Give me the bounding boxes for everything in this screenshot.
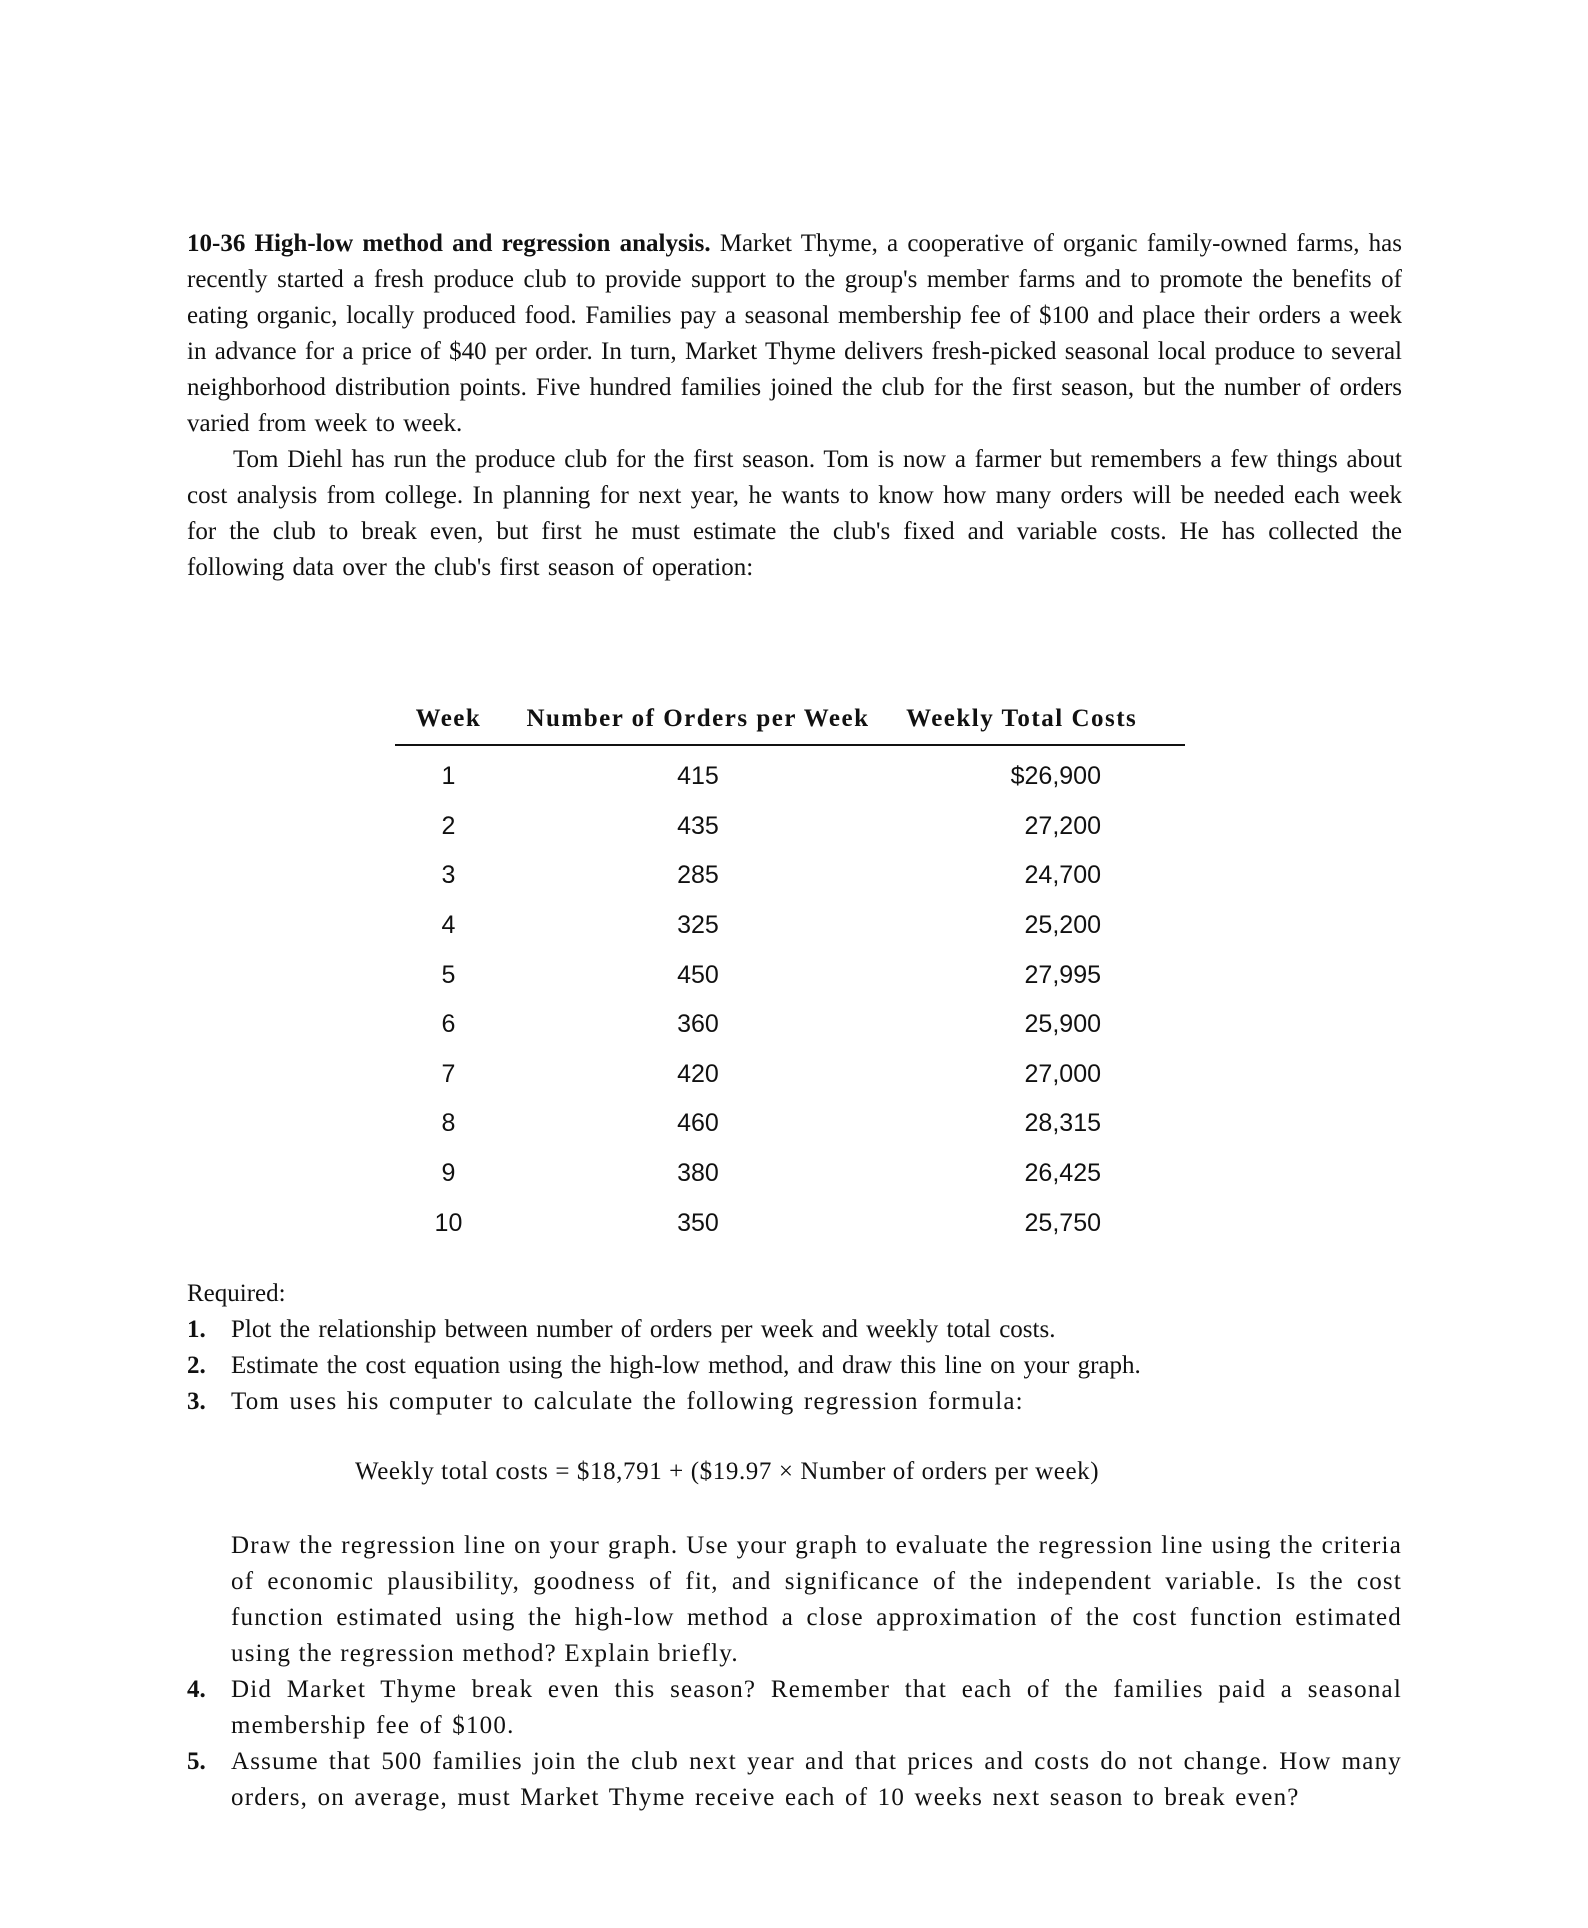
cell-orders: 380: [677, 1159, 719, 1188]
table-row: [395, 745, 1185, 802]
cell-orders: 420: [677, 1059, 719, 1088]
required-item-4: [187, 1672, 1402, 1744]
cell-costs: 25,900: [1024, 1010, 1101, 1039]
cell-week: 3: [441, 861, 456, 890]
required-section: [187, 1276, 1402, 1816]
cell-week: 6: [441, 1010, 456, 1039]
item-number: 5.: [187, 1748, 206, 1775]
item-3-continuation: Draw the regression line on your graph. Use your graph to evaluate the regression line using the criteria of economic plausibility, goodness of fit, and significance of the independent variable. Is the cost function estimated using the high-low method a close approximation of the cost function estimated using the regression method? Explain briefly.: [231, 1532, 1402, 1667]
cell-orders: 285: [677, 861, 719, 890]
table-row: [395, 1149, 1185, 1199]
problem-heading: 10-36 High-low method and regression analysis.: [187, 230, 711, 257]
cell-orders: 415: [677, 762, 719, 791]
cell-costs: 27,000: [1024, 1059, 1101, 1088]
data-table-container: [395, 694, 1185, 1248]
cell-costs: 25,200: [1024, 911, 1101, 940]
required-item-5: [187, 1744, 1402, 1816]
problem-paragraph-2: Tom Diehl has run the produce club for the first season. Tom is now a farmer but remembers a few things about cost analysis from college. In planning for next year, he wants to know how many orders will be needed each week for the club to break even, but first he must estimate the club's fixed and variable costs. He has collected the following data over the club's first season of operation:: [187, 446, 1402, 581]
cost-data-table: [395, 694, 1185, 1248]
column-header-costs: Weekly Total Costs: [894, 694, 1185, 745]
table-row: [395, 1198, 1185, 1248]
table-row: [395, 901, 1185, 951]
table-row: [395, 950, 1185, 1000]
item-number: 4.: [187, 1676, 206, 1703]
cell-costs: 24,700: [1024, 861, 1101, 890]
cell-orders: 325: [677, 911, 719, 940]
problem-paragraph-1: [187, 226, 1402, 442]
cell-costs: 28,315: [1024, 1109, 1101, 1138]
required-item-1: [187, 1312, 1402, 1348]
cell-costs: 25,750: [1024, 1208, 1101, 1237]
cell-week: 10: [434, 1208, 463, 1237]
regression-formula: Weekly total costs = $18,791 + ($19.97 × Number of orders per week): [355, 1458, 1100, 1485]
cell-orders: 350: [677, 1208, 719, 1237]
table-row: [395, 1099, 1185, 1149]
table-row: [395, 1000, 1185, 1050]
item-text: Plot the relationship between number of orders per week and weekly total costs.: [231, 1316, 1056, 1343]
item-text: Assume that 500 families join the club next year and that prices and costs do not change. How many orders, on average, must Market Thyme receive each of 10 weeks next season to break even?: [231, 1748, 1402, 1811]
cell-orders: 460: [677, 1109, 719, 1138]
item-text: Tom uses his computer to calculate the following regression formula:: [231, 1388, 1024, 1415]
cell-costs: 26,425: [1024, 1159, 1101, 1188]
cell-week: 2: [441, 811, 456, 840]
cell-costs: 27,995: [1024, 960, 1101, 989]
required-item-2: [187, 1348, 1402, 1384]
column-header-week: Week: [395, 694, 502, 745]
cell-week: 8: [441, 1109, 456, 1138]
required-label: Required:: [187, 1280, 286, 1307]
required-item-3: [187, 1384, 1402, 1420]
problem-text-1: Market Thyme, a cooperative of organic family-owned farms, has recently started a fresh produce club to provide support to the group's member farms and to promote the benefits of eating organic, locally produced food. Families pay a seasonal membership fee of $100 and place their orders a week in advance for a price of $40 per order. In turn, Market Thyme delivers fresh-picked seasonal local produce to several neighborhood distribution points. Five hundred families joined the club for the first season, but the number of orders varied from week to week.: [187, 230, 1402, 437]
cell-orders: 435: [677, 811, 719, 840]
cell-week: 4: [441, 911, 456, 940]
item-number: 2.: [187, 1352, 206, 1379]
cell-week: 1: [441, 762, 456, 791]
problem-intro: [187, 226, 1402, 586]
item-number: 3.: [187, 1388, 206, 1415]
item-text: Did Market Thyme break even this season? Remember that each of the families paid a seasonal membership fee of $100.: [231, 1676, 1402, 1739]
cell-orders: 450: [677, 960, 719, 989]
table-row: [395, 851, 1185, 901]
cell-costs: 27,200: [1024, 811, 1101, 840]
table-row: [395, 802, 1185, 852]
cell-week: 7: [441, 1059, 456, 1088]
table-row: [395, 1050, 1185, 1100]
cell-costs: $26,900: [1010, 762, 1101, 791]
table-header-row: [395, 694, 1185, 745]
column-header-orders: Number of Orders per Week: [502, 694, 894, 745]
item-text: Estimate the cost equation using the high-low method, and draw this line on your graph.: [231, 1352, 1141, 1379]
cell-week: 9: [441, 1159, 456, 1188]
item-number: 1.: [187, 1316, 206, 1343]
cell-week: 5: [441, 960, 456, 989]
cell-orders: 360: [677, 1010, 719, 1039]
